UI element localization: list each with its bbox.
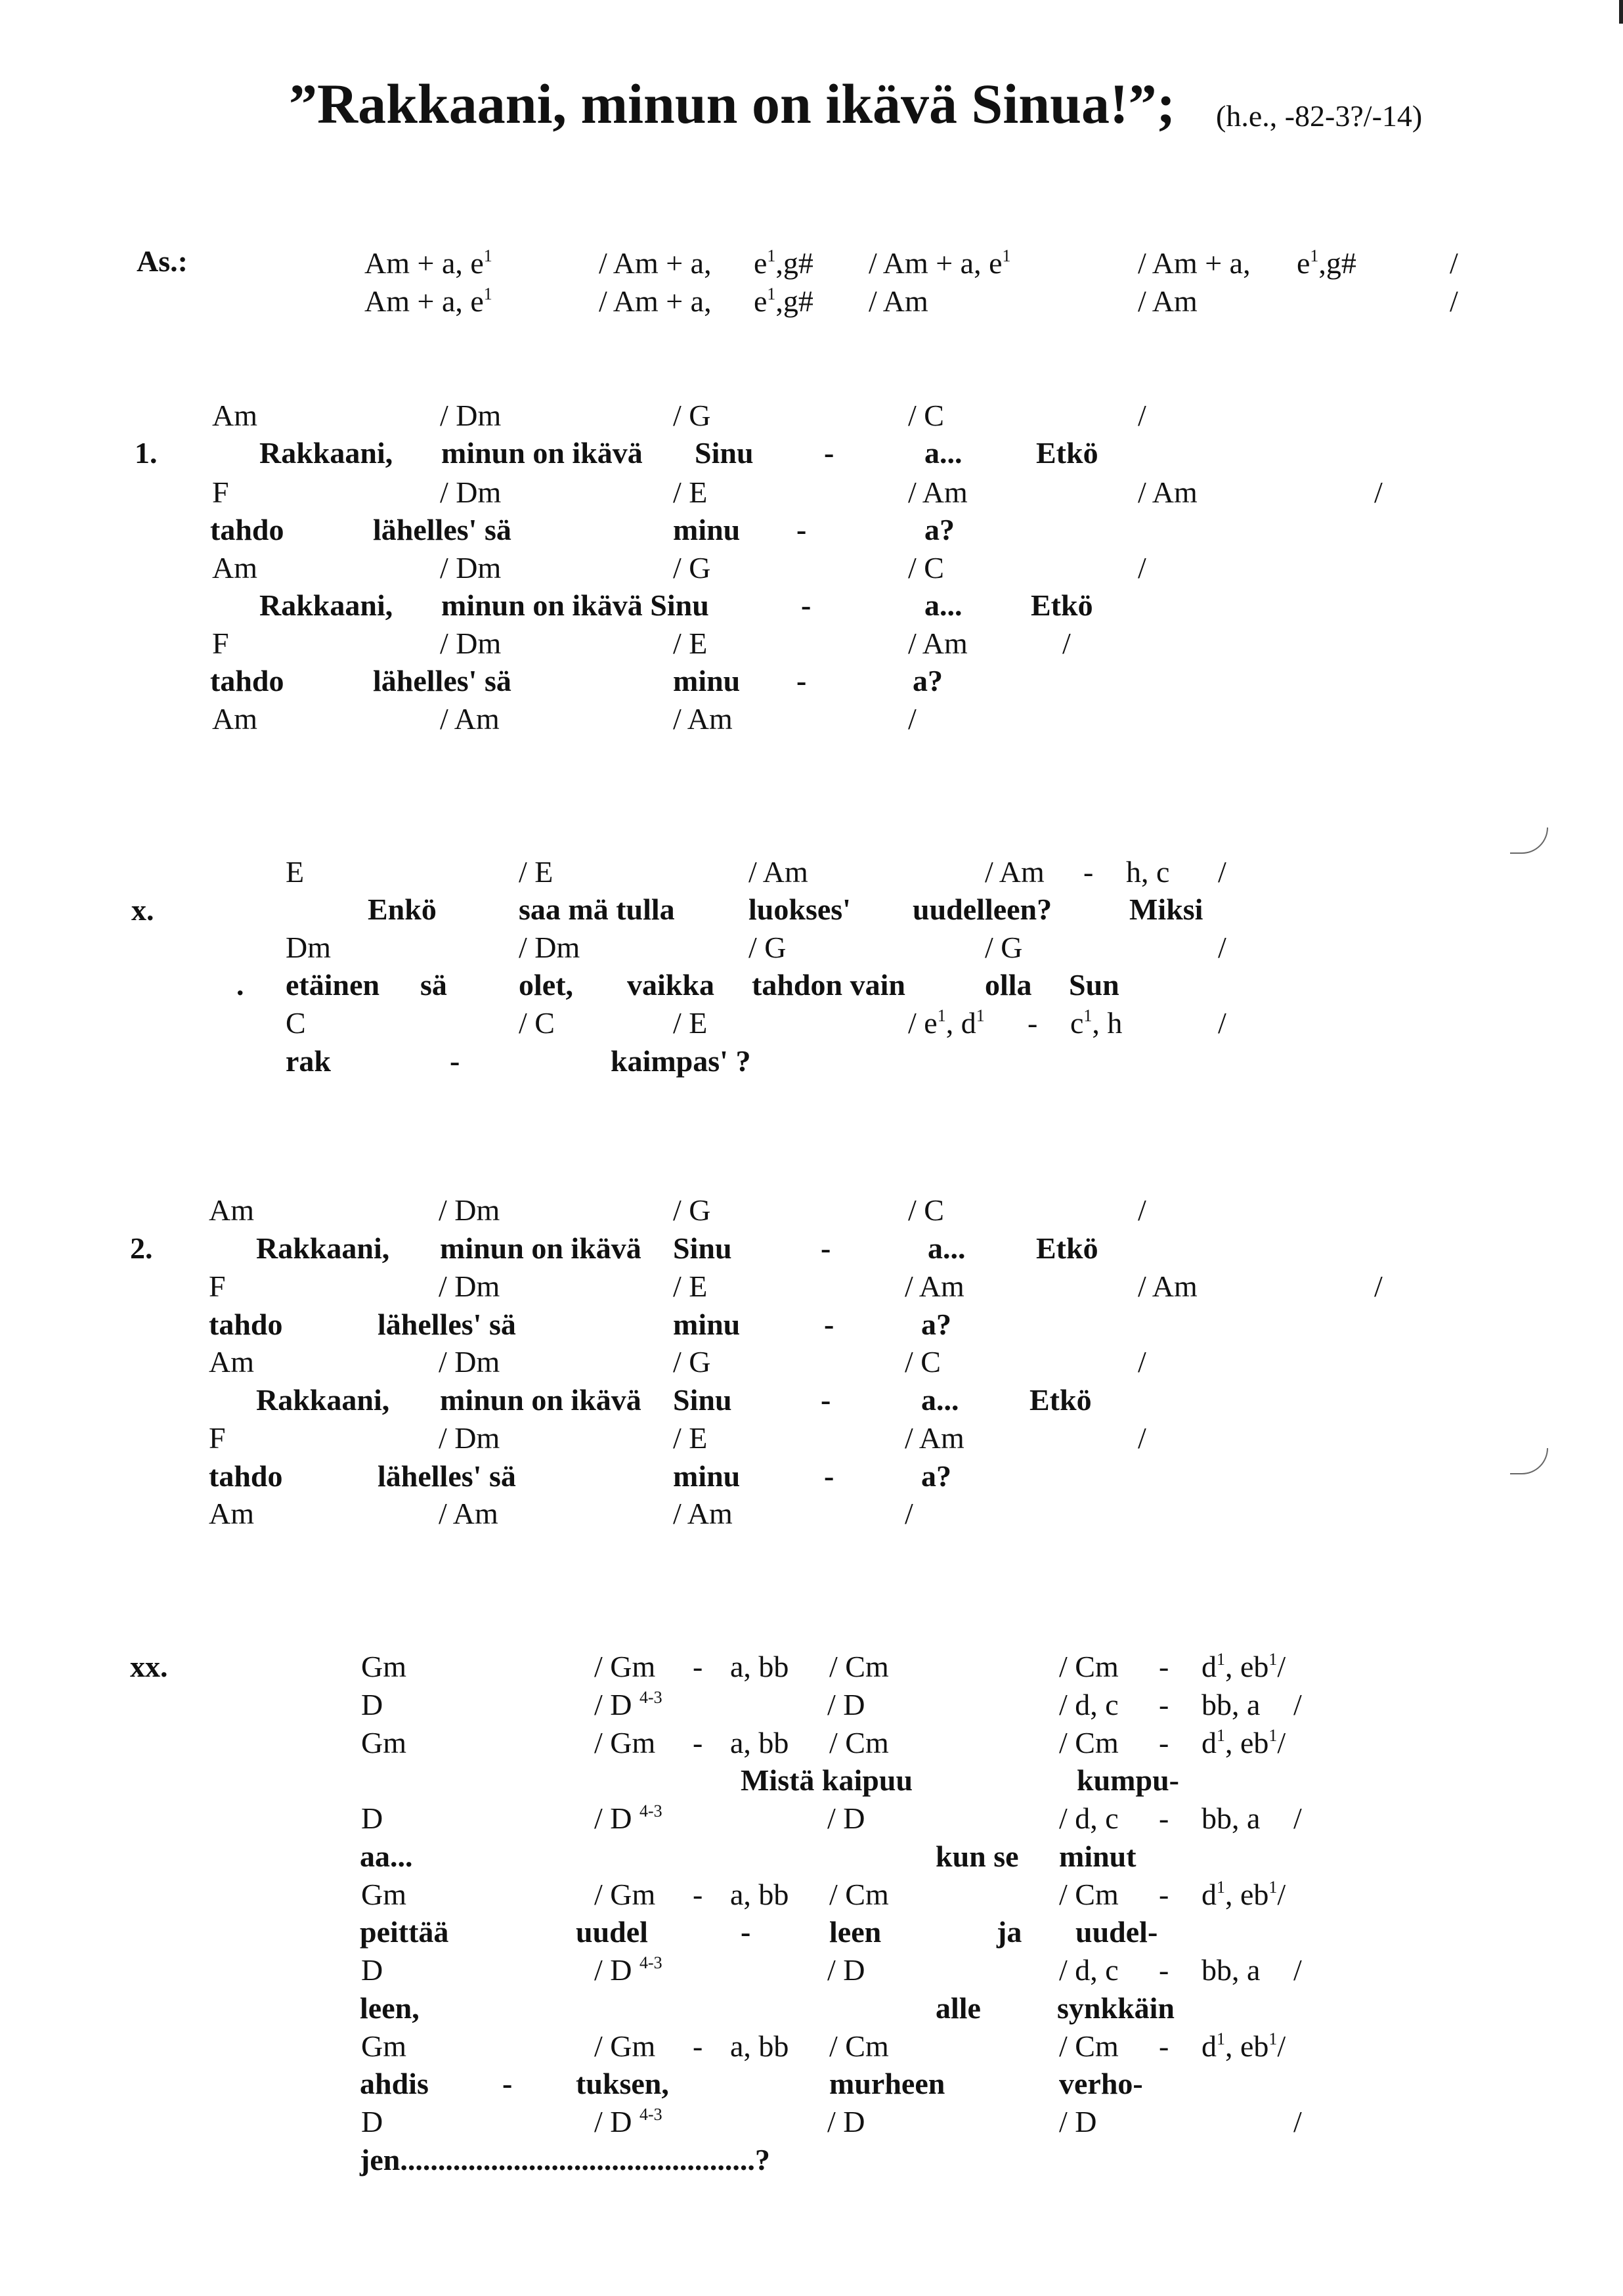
scan-edge-line [1619, 0, 1623, 24]
intro-label: As.: [137, 244, 188, 278]
interlude-label: xx. [130, 1650, 168, 1683]
verse-1-label: 1. [135, 436, 158, 470]
bridge-label: x. [131, 893, 154, 927]
punch-hole-mark-top [1510, 828, 1548, 854]
verse-2-label: 2. [130, 1231, 153, 1265]
song-title: ”Rakkaani, minun on ikävä Sinua!”; [289, 72, 1176, 135]
punch-hole-mark-bottom [1510, 1448, 1548, 1474]
song-info: (h.e., -82-3?/-14) [1216, 99, 1423, 133]
